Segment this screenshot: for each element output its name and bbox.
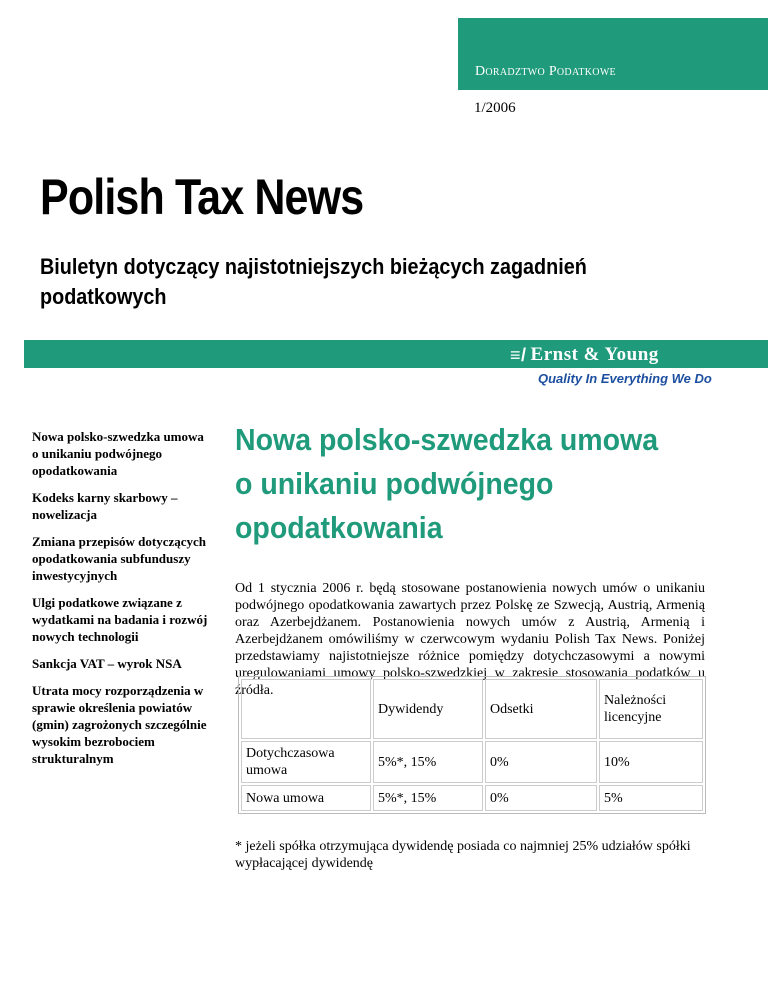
table-header-cell: Odsetki xyxy=(485,679,597,739)
sidebar-contents xyxy=(32,428,210,777)
table-footnote: * jeżeli spółka otrzymująca dywidendę posiada co najmniej 25% udziałów spółki wypłacającej dywidendę xyxy=(235,839,691,871)
issue-number: 1/2006 xyxy=(474,100,516,116)
table-header-cell: Należności licencyjne xyxy=(599,679,703,739)
withholding-tax-table xyxy=(238,676,706,814)
header-green-box xyxy=(458,18,768,90)
table-cell: Nowa umowa xyxy=(241,785,371,811)
sidebar-item[interactable]: Ulgi podatkowe związane z wydatkami na badania i rozwój nowych technologii xyxy=(32,595,208,644)
brand-tagline: Quality In Everything We Do xyxy=(538,371,712,386)
table-cell: 5%*, 15% xyxy=(373,741,483,783)
page-subtitle: Biuletyn dotyczący najistotniejszych bieżących zagadnień podatkowych xyxy=(40,254,587,309)
table-row xyxy=(241,741,703,783)
table-header-cell xyxy=(241,679,371,739)
article-body: Od 1 stycznia 2006 r. będą stosowane postanowienia nowych umów o unikaniu podwójnego opodatkowania zawartych przez Polskę ze Szwecją, Austrią, Armenią oraz Azerbejdżanem. Postanowienia nowych umów z Austrią, Armenią i Azerbejdżanem omówiliśmy w czerwcowym wydaniu Polish Tax News. Poniżej przedstawiamy najistotniejsze różnice pomiędzy dotychczasowymi a nowymi uregulowaniami umowy polsko-szwedzkiej w zakresie stosowania podatków u źródła. xyxy=(235,581,705,698)
sidebar-item[interactable]: Kodeks karny skarbowy – nowelizacja xyxy=(32,490,178,522)
sidebar-item[interactable]: Utrata mocy rozporządzenia w sprawie określenia powiatów (gmin) zagrożonych szczególnie wysokim bezrobociem strukturalnym xyxy=(32,683,207,766)
table-header-cell: Dywidendy xyxy=(373,679,483,739)
table-cell: 0% xyxy=(485,741,597,783)
table-cell: 0% xyxy=(485,785,597,811)
brand-logo xyxy=(510,344,659,366)
sidebar-item[interactable]: Nowa polsko-szwedzka umowa o unikaniu podwójnego opodatkowania xyxy=(32,429,204,478)
table-header-row xyxy=(241,679,703,739)
table-row xyxy=(241,785,703,811)
table-cell: 5%*, 15% xyxy=(373,785,483,811)
sidebar-item[interactable]: Sankcja VAT – wyrok NSA xyxy=(32,656,182,671)
sidebar-item[interactable]: Zmiana przepisów dotyczących opodatkowania subfunduszy inwestycyjnych xyxy=(32,534,207,583)
article-title: Nowa polsko-szwedzka umowa o unikaniu podwójnego opodatkowania xyxy=(235,422,659,545)
table-cell: Dotychczasowa umowa xyxy=(241,741,371,783)
section-label: Doradztwo Podatkowe xyxy=(475,64,616,79)
table-cell: 10% xyxy=(599,741,703,783)
page-title: Polish Tax News xyxy=(40,169,364,225)
ey-logo-mark-icon: ≡/ xyxy=(510,344,527,365)
table-cell: 5% xyxy=(599,785,703,811)
logo-text: Ernst & Young xyxy=(530,344,659,365)
